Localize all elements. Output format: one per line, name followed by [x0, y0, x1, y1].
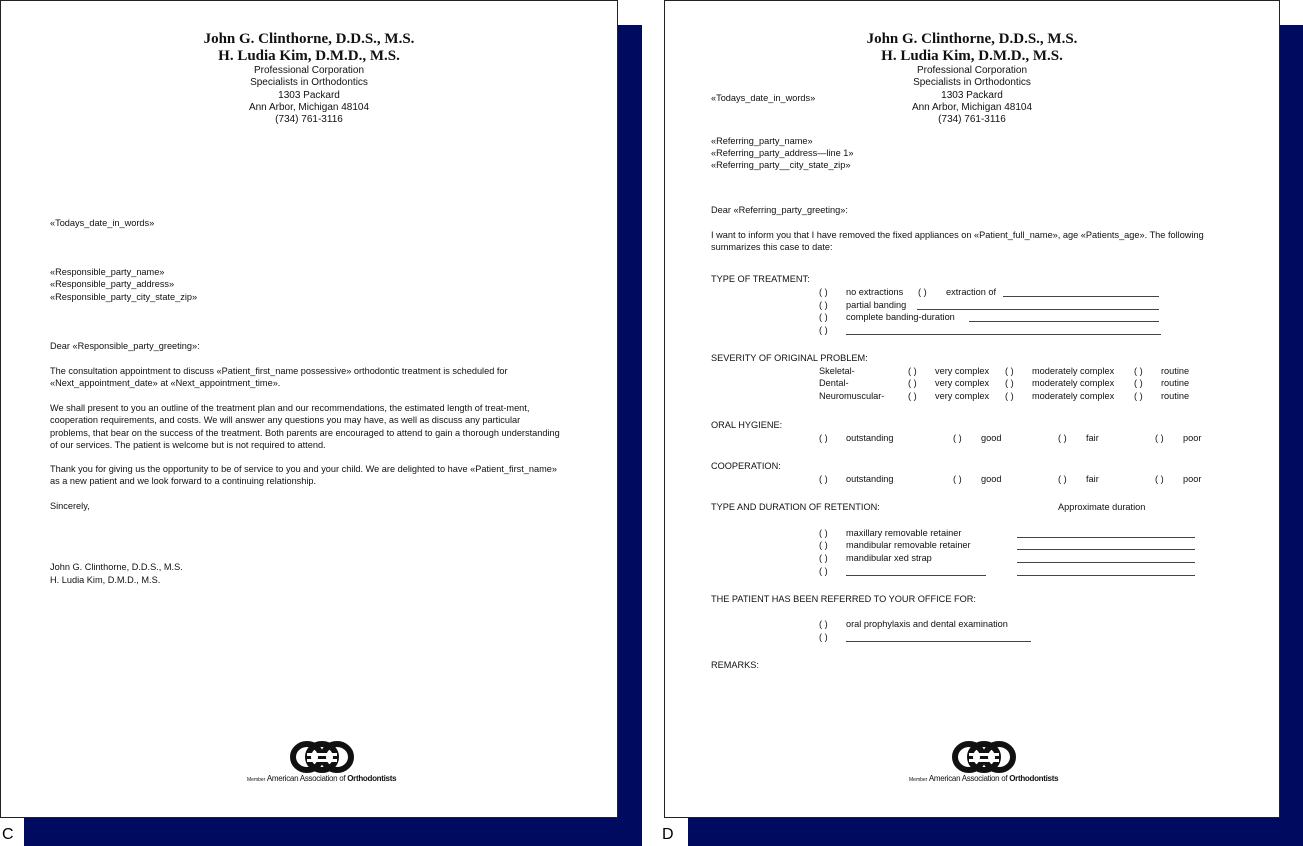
- aao-caption: Member American Association of Orthodontists: [909, 774, 1059, 783]
- checkbox[interactable]: ( ): [819, 325, 828, 335]
- greeting: Dear «Referring_party_greeting»:: [711, 205, 848, 215]
- checkbox[interactable]: ( ): [1134, 391, 1143, 401]
- signature-line: John G. Clinthorne, D.D.S., M.S.: [50, 562, 183, 572]
- remarks-heading: REMARKS:: [711, 660, 759, 670]
- letter-page-c: [0, 0, 618, 818]
- checkbox[interactable]: ( ): [1155, 433, 1164, 443]
- checkbox[interactable]: ( ): [1155, 474, 1164, 484]
- option-routine: routine: [1161, 378, 1190, 388]
- option-outstanding: outstanding: [846, 433, 894, 443]
- option-moderately-complex: moderately complex: [1032, 378, 1115, 388]
- severity-row-label: Dental-: [819, 378, 849, 388]
- option-poor: poor: [1183, 433, 1202, 443]
- checkbox[interactable]: ( ): [953, 474, 962, 484]
- checkbox[interactable]: ( ): [819, 528, 828, 538]
- letterhead-doctor2: H. Ludia Kim, D.M.D., M.S.: [218, 48, 400, 64]
- checkbox[interactable]: ( ): [1005, 366, 1014, 376]
- letterhead-line3: 1303 Packard: [941, 89, 1003, 101]
- option-outstanding: outstanding: [846, 474, 894, 484]
- blank-line[interactable]: [969, 312, 1159, 322]
- option-good: good: [981, 474, 1002, 484]
- checkbox[interactable]: ( ): [819, 433, 828, 443]
- option-fair: fair: [1086, 474, 1099, 484]
- checkbox[interactable]: ( ): [908, 391, 917, 401]
- checkbox[interactable]: ( ): [1005, 391, 1014, 401]
- checkbox[interactable]: ( ): [1058, 433, 1067, 443]
- paragraph-2: We shall present to you an outline of the treatment plan and our recommendations, the estimated length of treat-ment, cooperation requirements, and costs. We will answer any questions you may have, as well as discuss any particular problems, that bear on the success of the treatment. Both parents are encouraged to attend to gain a thorough understanding of our services. The patient is welcome but is not required to attend.: [50, 403, 560, 450]
- corner-label-c: C: [2, 826, 14, 843]
- approx-duration-label: Approximate duration: [1058, 502, 1146, 512]
- address-line: «Referring_party__city_state_zip»: [711, 160, 851, 170]
- checkbox[interactable]: ( ): [819, 566, 828, 576]
- blank-line[interactable]: [846, 566, 986, 576]
- duration-line[interactable]: [1017, 540, 1195, 550]
- address-line: «Responsible_party_address»: [50, 279, 175, 289]
- letterhead-line1: Professional Corporation: [916, 65, 1028, 76]
- letterhead-phone: (734) 761-3116: [938, 114, 1006, 126]
- aao-emblem-icon: [247, 741, 417, 775]
- aao-caption: Member American Association of Orthodontists: [247, 774, 397, 783]
- aao-logo: [909, 741, 1079, 786]
- letterhead-line4: Ann Arbor, Michigan 48104: [911, 101, 1033, 113]
- checkbox[interactable]: ( ): [819, 632, 828, 642]
- checkbox[interactable]: ( ): [819, 619, 828, 629]
- checkbox[interactable]: ( ): [819, 287, 828, 297]
- aao-emblem-icon: [909, 741, 1079, 775]
- letterhead: [1, 31, 617, 126]
- checkbox[interactable]: ( ): [1058, 474, 1067, 484]
- option-no-extractions: no extractions: [846, 287, 904, 297]
- duration-line[interactable]: [1017, 528, 1195, 538]
- retention-heading: TYPE AND DURATION OF RETENTION:: [711, 502, 880, 512]
- duration-line[interactable]: [1017, 553, 1195, 563]
- checkbox[interactable]: ( ): [819, 474, 828, 484]
- option-very-complex: very complex: [935, 366, 990, 376]
- option-strap: mandibular xed strap: [846, 553, 932, 563]
- severity-heading: SEVERITY OF ORIGINAL PROBLEM:: [711, 353, 868, 363]
- address-line: «Referring_party_name»: [711, 136, 813, 146]
- checkbox[interactable]: ( ): [1134, 366, 1143, 376]
- letterhead-line3: 1303 Packard: [278, 89, 340, 101]
- duration-line[interactable]: [1017, 566, 1195, 576]
- option-maxillary: maxillary removable retainer: [846, 528, 962, 538]
- corner-label-d: D: [662, 826, 674, 843]
- option-moderately-complex: moderately complex: [1032, 391, 1115, 401]
- option-moderately-complex: moderately complex: [1032, 366, 1115, 376]
- address-line: «Responsible_party_name»: [50, 267, 165, 277]
- right-panel: [662, 0, 1303, 846]
- letter-date: «Todays_date_in_words»: [50, 218, 155, 228]
- letterhead-doctor1: John G. Clinthorne, D.D.S., M.S.: [203, 31, 415, 47]
- option-mandibular: mandibular removable retainer: [846, 540, 971, 550]
- treatment-heading: TYPE OF TREATMENT:: [711, 274, 810, 284]
- severity-row-label: Skeletal-: [819, 366, 855, 376]
- option-prophylaxis: oral prophylaxis and dental examination: [846, 619, 1008, 629]
- hygiene-heading: ORAL HYGIENE:: [711, 420, 783, 430]
- referred-heading: THE PATIENT HAS BEEN REFERRED TO YOUR OFFICE FOR:: [711, 594, 976, 604]
- checkbox[interactable]: ( ): [819, 540, 828, 550]
- option-very-complex: very complex: [935, 391, 990, 401]
- checkbox[interactable]: ( ): [1005, 378, 1014, 388]
- letterhead: [665, 31, 1279, 126]
- aao-logo: [247, 741, 417, 786]
- checkbox[interactable]: ( ): [819, 312, 828, 322]
- letterhead-phone: (734) 761-3116: [275, 114, 343, 126]
- address-line: «Responsible_party_city_state_zip»: [50, 292, 198, 302]
- option-fair: fair: [1086, 433, 1099, 443]
- checkbox[interactable]: ( ): [908, 378, 917, 388]
- option-complete-banding: complete banding-duration: [846, 312, 955, 322]
- letterhead-doctor1: John G. Clinthorne, D.D.S., M.S.: [866, 31, 1078, 47]
- checkbox[interactable]: ( ): [819, 300, 828, 310]
- checkbox[interactable]: ( ): [819, 553, 828, 563]
- letterhead-line1: Professional Corporation: [253, 65, 365, 76]
- option-extraction-of: extraction of: [946, 287, 997, 297]
- paragraph-1: The consultation appointment to discuss «Patient_first_name possessive» orthodontic treatment is scheduled for «Next_appointment_date» at «Next_appointment_time».: [50, 366, 508, 389]
- blank-line[interactable]: [1003, 287, 1159, 297]
- closing: Sincerely,: [50, 501, 90, 511]
- paragraph-3: Thank you for giving us the opportunity to be of service to you and your child. We are delighted to have «Patient_first_name» as a new patient and we look forward to a continuing relationship.: [50, 464, 557, 487]
- severity-row-label: Neuromuscular-: [819, 391, 885, 401]
- checkbox[interactable]: ( ): [918, 287, 927, 297]
- signature-line: H. Ludia Kim, D.M.D., M.S.: [50, 575, 161, 585]
- option-routine: routine: [1161, 366, 1190, 376]
- letterhead-line4: Ann Arbor, Michigan 48104: [248, 101, 370, 113]
- checkbox[interactable]: ( ): [953, 433, 962, 443]
- blank-line[interactable]: [917, 300, 1159, 310]
- address-line: «Referring_party_address—line 1»: [711, 148, 854, 158]
- letterhead-line2: Specialists in Orthodontics: [913, 77, 1031, 89]
- checkbox[interactable]: ( ): [908, 366, 917, 376]
- greeting: Dear «Responsible_party_greeting»:: [50, 341, 200, 351]
- checkbox[interactable]: ( ): [1134, 378, 1143, 388]
- letterhead-line2: Specialists in Orthodontics: [250, 77, 368, 89]
- option-partial-banding: partial banding: [846, 300, 907, 310]
- option-routine: routine: [1161, 391, 1190, 401]
- letter-page-d: [664, 0, 1280, 818]
- left-panel: [0, 0, 642, 846]
- letter-date: «Todays_date_in_words»: [711, 93, 816, 103]
- option-good: good: [981, 433, 1002, 443]
- intro-paragraph: I want to inform you that I have removed the fixed appliances on «Patient_full_name», age «Patients_age». The following summarizes this case to date:: [711, 230, 1204, 253]
- blank-line[interactable]: [846, 325, 1161, 335]
- option-poor: poor: [1183, 474, 1202, 484]
- blank-line[interactable]: [846, 632, 1031, 642]
- letterhead-doctor2: H. Ludia Kim, D.M.D., M.S.: [881, 48, 1063, 64]
- cooperation-heading: COOPERATION:: [711, 461, 781, 471]
- option-very-complex: very complex: [935, 378, 990, 388]
